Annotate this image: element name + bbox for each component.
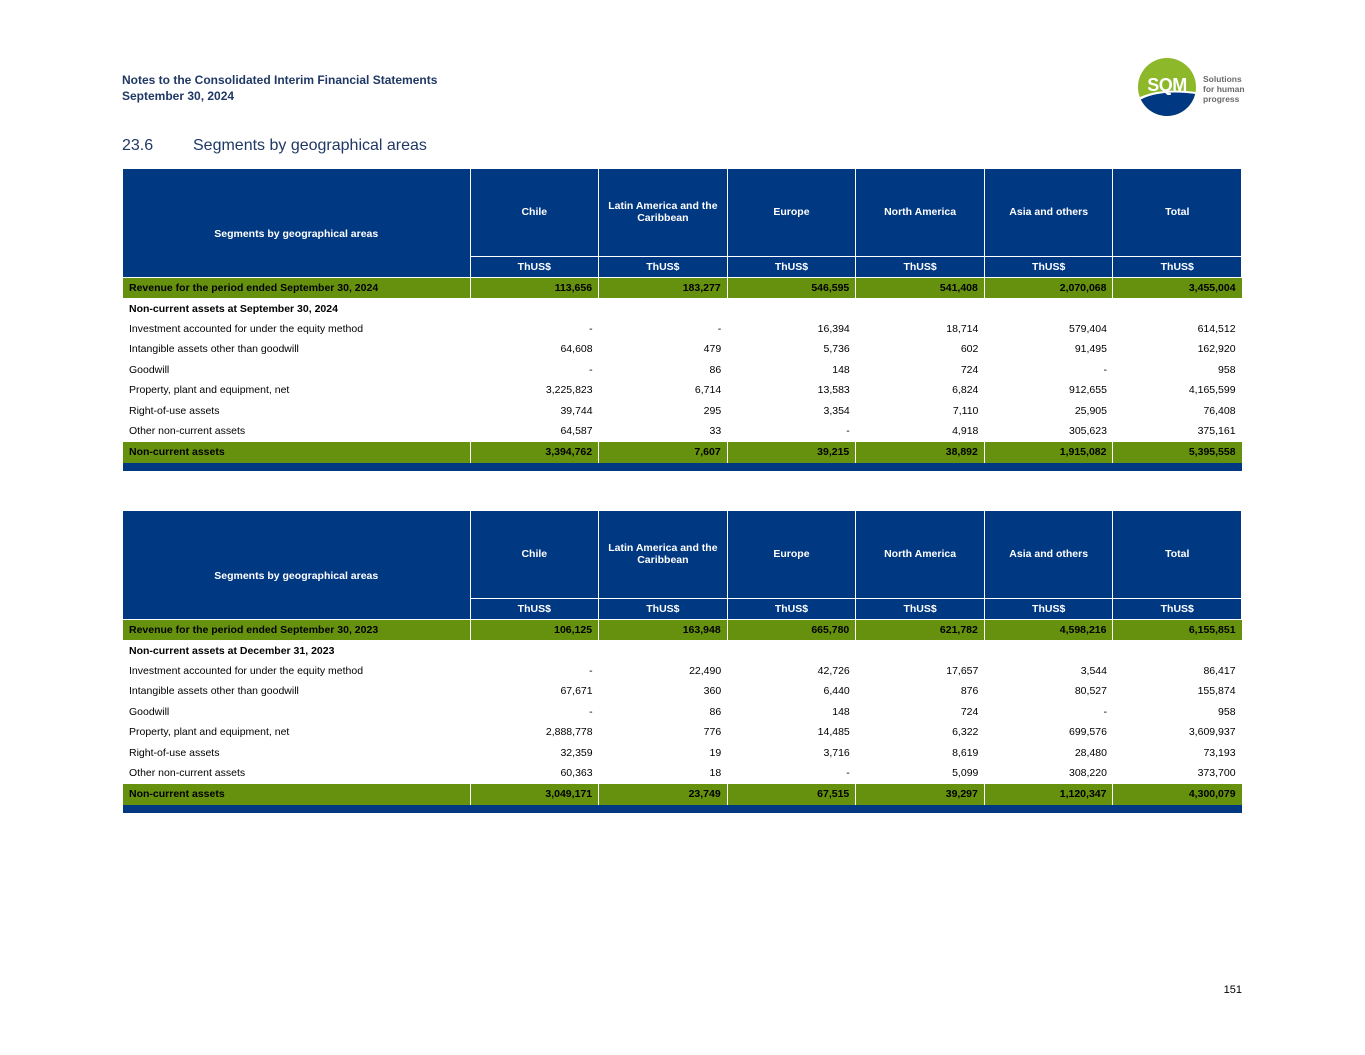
cell-value: - (589, 705, 593, 718)
cell-value: 113,656 (470, 278, 599, 299)
column-header: North America (856, 169, 985, 257)
column-header: Chile (470, 169, 599, 257)
subheader-label: Non-current assets at September 30, 2024 (129, 302, 338, 315)
cell-value: 3,716 (823, 746, 850, 759)
column-header: Asia and others (984, 169, 1113, 257)
cell-value: - (1103, 705, 1107, 718)
cell-value: 541,408 (856, 278, 985, 299)
section-heading: Segments by geographical areas (193, 137, 427, 154)
cell-value: 148 (832, 705, 850, 718)
table-row (123, 763, 1242, 784)
cell-value: 16,394 (817, 322, 850, 335)
unit-header: ThUS$ (599, 256, 728, 277)
cell-value: 4,165,599 (1188, 384, 1236, 397)
empty-cell (856, 298, 985, 318)
cell-value: 8,619 (952, 746, 979, 759)
cell-value: 19 (709, 746, 722, 759)
cell-value: 958 (1218, 363, 1236, 376)
table-footer-bar (123, 805, 1242, 813)
cell-value: 776 (703, 726, 722, 739)
logo-tagline-3: progress (1203, 94, 1240, 104)
table-row (123, 722, 1242, 742)
cell-value: 91,495 (1074, 343, 1107, 356)
cell-value: - (589, 664, 593, 677)
cell-value: 148 (832, 363, 850, 376)
cell-value: 64,587 (560, 424, 593, 437)
row-label: Other non-current assets (129, 424, 246, 437)
cell-value: 86,417 (1203, 664, 1236, 677)
cell-value: 73,193 (1203, 746, 1236, 759)
cell-value: 3,225,823 (545, 384, 593, 397)
cell-value: 621,782 (856, 620, 985, 641)
row-label: Revenue for the period ended September 30, 2023 (123, 620, 470, 641)
table-row (123, 380, 1242, 400)
table-row (123, 661, 1242, 681)
total-row (123, 442, 1242, 463)
empty-cell (1113, 640, 1242, 660)
logo-circle-icon (1138, 58, 1196, 116)
column-header: Latin America and the Caribbean (599, 169, 728, 257)
cell-value: 32,359 (560, 746, 593, 759)
cell-value: 39,215 (727, 442, 856, 463)
cell-value: 183,277 (599, 278, 728, 299)
page-number: 151 (1223, 984, 1242, 996)
cell-value: 724 (960, 705, 979, 718)
cell-value: 5,395,558 (1113, 442, 1242, 463)
empty-cell (599, 640, 728, 660)
section-title (122, 137, 427, 155)
row-label-header: Segments by geographical areas (123, 511, 470, 620)
table-row (123, 319, 1242, 339)
subheader-row (123, 640, 1242, 660)
column-header: Total (1113, 511, 1242, 599)
document-header (122, 72, 437, 104)
cell-value: - (589, 322, 593, 335)
table-row (123, 339, 1242, 359)
cell-value: 3,049,171 (470, 784, 599, 805)
footer-bar-cell (123, 463, 1242, 471)
cell-value: 162,920 (1197, 343, 1236, 356)
cell-value: 4,918 (952, 424, 979, 437)
cell-value: 7,110 (952, 404, 979, 417)
cell-value: 18,714 (946, 322, 979, 335)
cell-value: 665,780 (727, 620, 856, 641)
unit-header: ThUS$ (1113, 256, 1242, 277)
cell-value: 86 (709, 705, 722, 718)
unit-header: ThUS$ (470, 256, 599, 277)
cell-value: 614,512 (1197, 322, 1236, 335)
table-row (123, 681, 1242, 701)
cell-value: 6,155,851 (1113, 620, 1242, 641)
row-label: Investment accounted for under the equity method (129, 664, 364, 677)
column-header-row (123, 511, 1242, 599)
empty-cell (599, 298, 728, 318)
segments-table-2024 (123, 168, 1242, 471)
cell-value: 163,948 (599, 620, 728, 641)
cell-value: 958 (1218, 705, 1236, 718)
cell-value: 80,527 (1074, 685, 1107, 698)
cell-value: 67,671 (560, 685, 593, 698)
empty-cell (727, 298, 856, 318)
cell-value: 42,726 (817, 664, 850, 677)
table-row (123, 360, 1242, 380)
subheader-row (123, 298, 1242, 318)
cell-value: 479 (703, 343, 722, 356)
empty-cell (984, 640, 1113, 660)
cell-value: 86 (709, 363, 722, 376)
cell-value: 3,609,937 (1188, 726, 1236, 739)
cell-value: 6,714 (694, 384, 722, 397)
column-header: Asia and others (984, 511, 1113, 599)
column-header-row (123, 169, 1242, 257)
cell-value: 602 (960, 343, 979, 356)
cell-value: 6,440 (823, 685, 850, 698)
cell-value: 25,905 (1074, 404, 1107, 417)
header-line-1: Notes to the Consolidated Interim Financial Statements (122, 73, 438, 87)
logo-tagline-1: Solutions (1203, 74, 1242, 84)
header-line-2: September 30, 2024 (122, 89, 235, 103)
unit-header: ThUS$ (727, 256, 856, 277)
unit-header: ThUS$ (727, 598, 856, 619)
segments-table-2023 (123, 510, 1242, 813)
row-label: Other non-current assets (129, 766, 246, 779)
row-label: Non-current assets (123, 784, 470, 805)
section-number: 23.6 (122, 137, 154, 154)
cell-value: 28,480 (1074, 746, 1107, 759)
cell-value: 23,749 (599, 784, 728, 805)
cell-value: - (717, 322, 722, 335)
empty-cell (470, 298, 599, 318)
unit-header: ThUS$ (856, 598, 985, 619)
cell-value: - (589, 363, 593, 376)
row-label: Goodwill (129, 705, 170, 718)
row-label: Non-current assets (123, 442, 470, 463)
table-footer-bar (123, 463, 1242, 471)
column-header: Total (1113, 169, 1242, 257)
cell-value: 3,394,762 (470, 442, 599, 463)
row-label: Right-of-use assets (129, 404, 220, 417)
cell-value: 39,297 (856, 784, 985, 805)
row-label: Right-of-use assets (129, 746, 220, 759)
cell-value: 305,623 (1069, 424, 1107, 437)
subheader-label: Non-current assets at December 31, 2023 (129, 644, 335, 657)
cell-value: 38,892 (856, 442, 985, 463)
unit-header: ThUS$ (984, 598, 1113, 619)
logo-text: SQM (1147, 75, 1187, 95)
cell-value: 22,490 (689, 664, 722, 677)
total-row (123, 784, 1242, 805)
row-label: Property, plant and equipment, net (129, 384, 290, 397)
empty-cell (470, 640, 599, 660)
revenue-row (123, 278, 1242, 299)
unit-header: ThUS$ (470, 598, 599, 619)
row-label: Property, plant and equipment, net (129, 726, 290, 739)
cell-value: 64,608 (560, 343, 593, 356)
cell-value: 3,544 (1080, 664, 1107, 677)
table-row (123, 421, 1242, 442)
cell-value: 4,598,216 (984, 620, 1113, 641)
cell-value: 546,595 (727, 278, 856, 299)
cell-value: 360 (703, 685, 722, 698)
cell-value: 1,915,082 (984, 442, 1113, 463)
column-header: North America (856, 511, 985, 599)
cell-value: 3,455,004 (1113, 278, 1242, 299)
cell-value: 6,824 (952, 384, 979, 397)
column-header: Chile (470, 511, 599, 599)
cell-value: 4,300,079 (1113, 784, 1242, 805)
cell-value: 5,736 (823, 343, 850, 356)
cell-value: - (846, 424, 850, 437)
unit-header: ThUS$ (599, 598, 728, 619)
cell-value: 60,363 (560, 766, 593, 779)
cell-value: 375,161 (1197, 424, 1236, 437)
column-header: Europe (727, 511, 856, 599)
logo-tagline-2: for human (1203, 84, 1245, 94)
unit-header: ThUS$ (1113, 598, 1242, 619)
cell-value: 308,220 (1069, 766, 1107, 779)
empty-cell (1113, 298, 1242, 318)
row-label-header: Segments by geographical areas (123, 169, 470, 278)
unit-header: ThUS$ (984, 256, 1113, 277)
table-row (123, 742, 1242, 762)
cell-value: 17,657 (946, 664, 979, 677)
cell-value: 7,607 (599, 442, 728, 463)
row-label: Intangible assets other than goodwill (129, 343, 299, 356)
cell-value: 39,744 (560, 404, 593, 417)
row-label: Goodwill (129, 363, 170, 376)
cell-value: 373,700 (1197, 766, 1236, 779)
cell-value: 5,099 (952, 766, 979, 779)
revenue-row (123, 620, 1242, 641)
row-label: Investment accounted for under the equity method (129, 322, 364, 335)
cell-value: 579,404 (1069, 322, 1107, 335)
cell-value: 295 (703, 404, 722, 417)
unit-header: ThUS$ (856, 256, 985, 277)
cell-value: 67,515 (727, 784, 856, 805)
cell-value: 2,070,068 (984, 278, 1113, 299)
cell-value: 876 (960, 685, 979, 698)
cell-value: 76,408 (1203, 404, 1236, 417)
column-header: Europe (727, 169, 856, 257)
cell-value: 18 (709, 766, 722, 779)
cell-value: 1,120,347 (984, 784, 1113, 805)
empty-cell (727, 640, 856, 660)
empty-cell (984, 298, 1113, 318)
cell-value: 6,322 (952, 726, 979, 739)
cell-value: 13,583 (817, 384, 850, 397)
row-label: Revenue for the period ended September 30, 2024 (123, 278, 470, 299)
cell-value: 699,576 (1069, 726, 1107, 739)
cell-value: 724 (960, 363, 979, 376)
cell-value: - (1103, 363, 1107, 376)
row-label: Intangible assets other than goodwill (129, 685, 299, 698)
cell-value: 155,874 (1197, 685, 1236, 698)
cell-value: 33 (709, 424, 722, 437)
cell-value: 3,354 (823, 404, 850, 417)
sqm-logo (1138, 58, 1258, 118)
cell-value: 912,655 (1069, 384, 1107, 397)
cell-value: 14,485 (817, 726, 850, 739)
table-row (123, 400, 1242, 420)
footer-bar-cell (123, 805, 1242, 813)
cell-value: 2,888,778 (545, 726, 593, 739)
logo-tagline (1203, 74, 1245, 104)
empty-cell (856, 640, 985, 660)
column-header: Latin America and the Caribbean (599, 511, 728, 599)
cell-value: - (846, 766, 850, 779)
table-row (123, 702, 1242, 722)
cell-value: 106,125 (470, 620, 599, 641)
